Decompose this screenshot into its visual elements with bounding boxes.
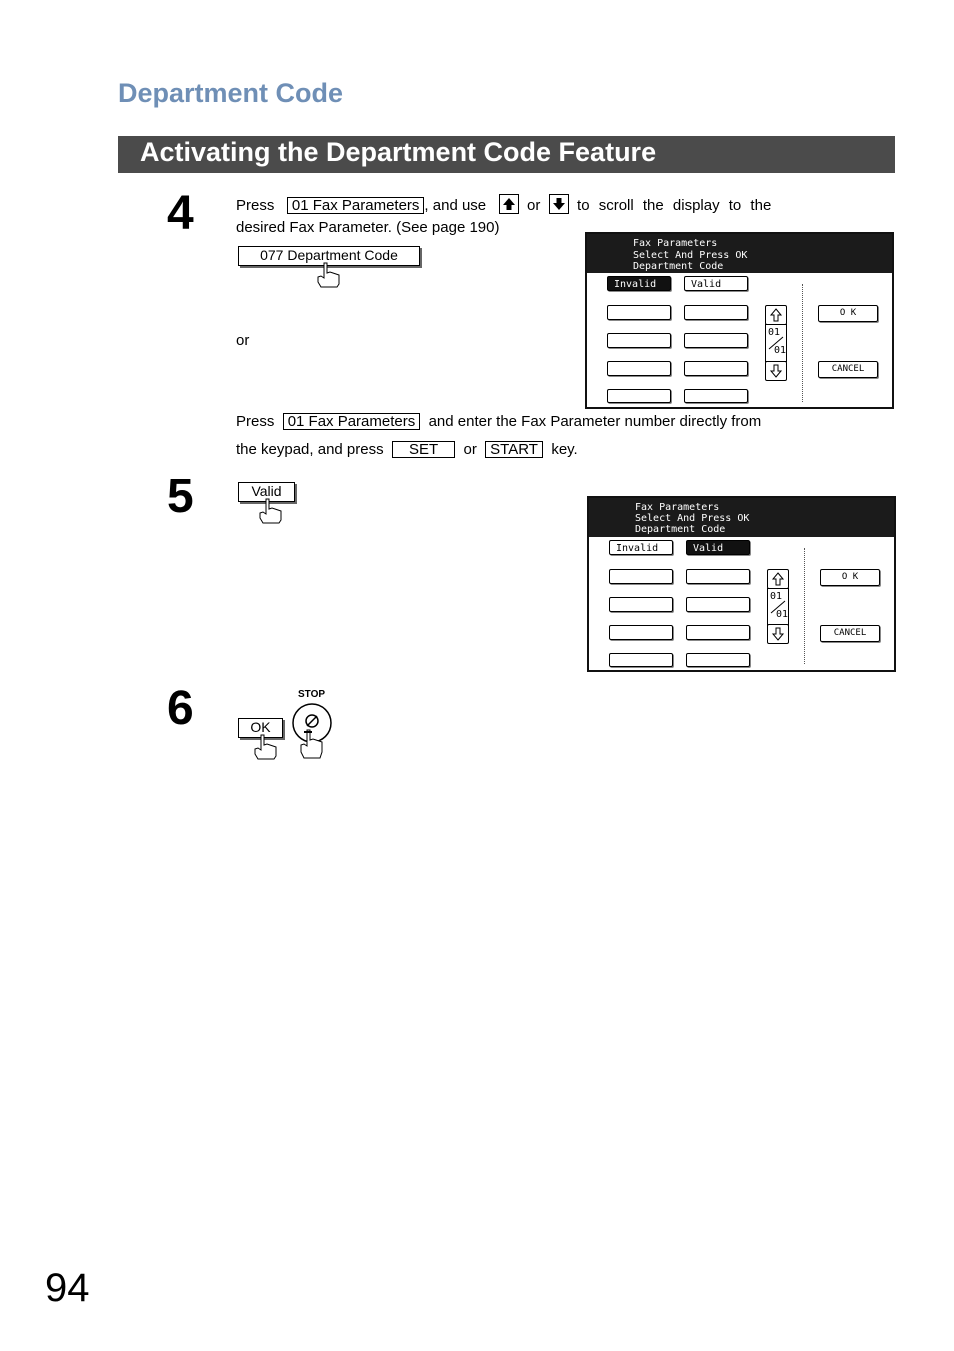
blank-softkey[interactable] xyxy=(607,333,671,348)
valid-softkey[interactable]: Valid xyxy=(684,276,748,291)
page-number: 94 xyxy=(45,1266,90,1310)
banner xyxy=(118,136,895,173)
blank-softkey[interactable] xyxy=(609,597,673,612)
scroll-down-icon[interactable] xyxy=(767,624,789,644)
pointing-hand-icon xyxy=(257,498,285,524)
counter-top: 01 xyxy=(770,591,783,602)
and-enter-text: and enter the Fax Parameter number directly from xyxy=(428,413,762,430)
blank-softkey[interactable] xyxy=(686,569,750,584)
blank-softkey[interactable] xyxy=(607,361,671,376)
keypad-text: the keypad, and press xyxy=(236,441,384,458)
screen-header-line2: Select And Press OK xyxy=(633,250,748,261)
blank-softkey[interactable] xyxy=(684,361,748,376)
blank-softkey[interactable] xyxy=(684,333,748,348)
step-number-6: 6 xyxy=(167,682,194,735)
banner-title: Activating the Department Code Feature xyxy=(140,137,657,167)
fax-parameters-key[interactable]: 01 Fax Parameters xyxy=(287,197,425,214)
stop-label: STOP xyxy=(298,689,326,700)
counter-top: 01 xyxy=(768,327,781,338)
divider xyxy=(804,548,805,664)
start-key[interactable]: START xyxy=(485,441,543,458)
screen-header xyxy=(589,498,894,537)
blank-softkey[interactable] xyxy=(684,389,748,403)
blank-softkey[interactable] xyxy=(609,569,673,584)
stop-key-icon[interactable] xyxy=(290,702,334,760)
step-number-5: 5 xyxy=(167,470,194,523)
cancel-softkey[interactable]: CANCEL xyxy=(820,625,880,642)
screen-header xyxy=(587,234,892,273)
blank-softkey[interactable] xyxy=(684,305,748,320)
or-text: or xyxy=(463,441,477,458)
scroll-up-icon[interactable] xyxy=(767,569,789,589)
step-number-4: 4 xyxy=(167,187,194,240)
screen-header-line3: Department Code xyxy=(635,524,726,535)
invalid-softkey[interactable]: Invalid xyxy=(607,276,671,291)
screen-header-line1: Fax Parameters xyxy=(635,502,720,513)
counter-bottom: 01 xyxy=(776,609,789,620)
pointing-hand-icon xyxy=(252,734,280,760)
scroll-down-icon[interactable] xyxy=(765,361,787,381)
divider xyxy=(802,284,803,402)
counter-bottom: 01 xyxy=(774,345,787,356)
step4-instruction-line2: desired Fax Parameter. (See page 190) xyxy=(236,219,500,236)
press-text: Press xyxy=(236,413,275,430)
pointing-hand-icon xyxy=(315,262,343,288)
step4-alt-line1 xyxy=(236,412,761,432)
ok-softkey[interactable]: O K xyxy=(820,569,880,586)
blank-softkey[interactable] xyxy=(686,653,750,667)
blank-softkey[interactable] xyxy=(609,625,673,640)
blank-softkey[interactable] xyxy=(607,305,671,320)
valid-softkey[interactable]: Valid xyxy=(686,540,750,555)
press-text: Press xyxy=(236,197,275,214)
and-use-text: , and use xyxy=(424,197,487,214)
valid-button[interactable]: Valid xyxy=(238,482,295,502)
key-text: key. xyxy=(551,441,578,458)
section-title: Department Code xyxy=(118,78,344,108)
page-counter xyxy=(765,324,787,362)
invalid-softkey[interactable]: Invalid xyxy=(609,540,673,555)
screen-header-line2: Select And Press OK xyxy=(635,513,750,524)
or-alt-text: or xyxy=(236,332,250,349)
down-arrow-icon[interactable] xyxy=(549,194,569,214)
blank-softkey[interactable] xyxy=(686,625,750,640)
set-key[interactable]: SET xyxy=(392,441,455,458)
scroll-up-icon[interactable] xyxy=(765,305,787,325)
to-scroll-text: to scroll the display to the xyxy=(577,197,772,214)
lcd-screen-1 xyxy=(585,232,894,409)
cancel-softkey[interactable]: CANCEL xyxy=(818,361,878,378)
department-code-button[interactable]: 077 Department Code xyxy=(238,246,420,266)
ok-softkey[interactable]: O K xyxy=(818,305,878,322)
fax-parameters-key[interactable]: 01 Fax Parameters xyxy=(283,413,421,430)
blank-softkey[interactable] xyxy=(609,653,673,667)
step4-alt-line2 xyxy=(236,440,578,460)
blank-softkey[interactable] xyxy=(686,597,750,612)
or-text: or xyxy=(527,197,541,214)
page-counter xyxy=(767,588,789,626)
step4-instruction-line1 xyxy=(236,196,796,216)
up-arrow-icon[interactable] xyxy=(499,194,519,214)
lcd-screen-2 xyxy=(587,496,896,672)
screen-header-line1: Fax Parameters xyxy=(633,238,718,249)
screen-header-line3: Department Code xyxy=(633,261,724,272)
ok-button[interactable]: OK xyxy=(238,718,283,738)
blank-softkey[interactable] xyxy=(607,389,671,403)
